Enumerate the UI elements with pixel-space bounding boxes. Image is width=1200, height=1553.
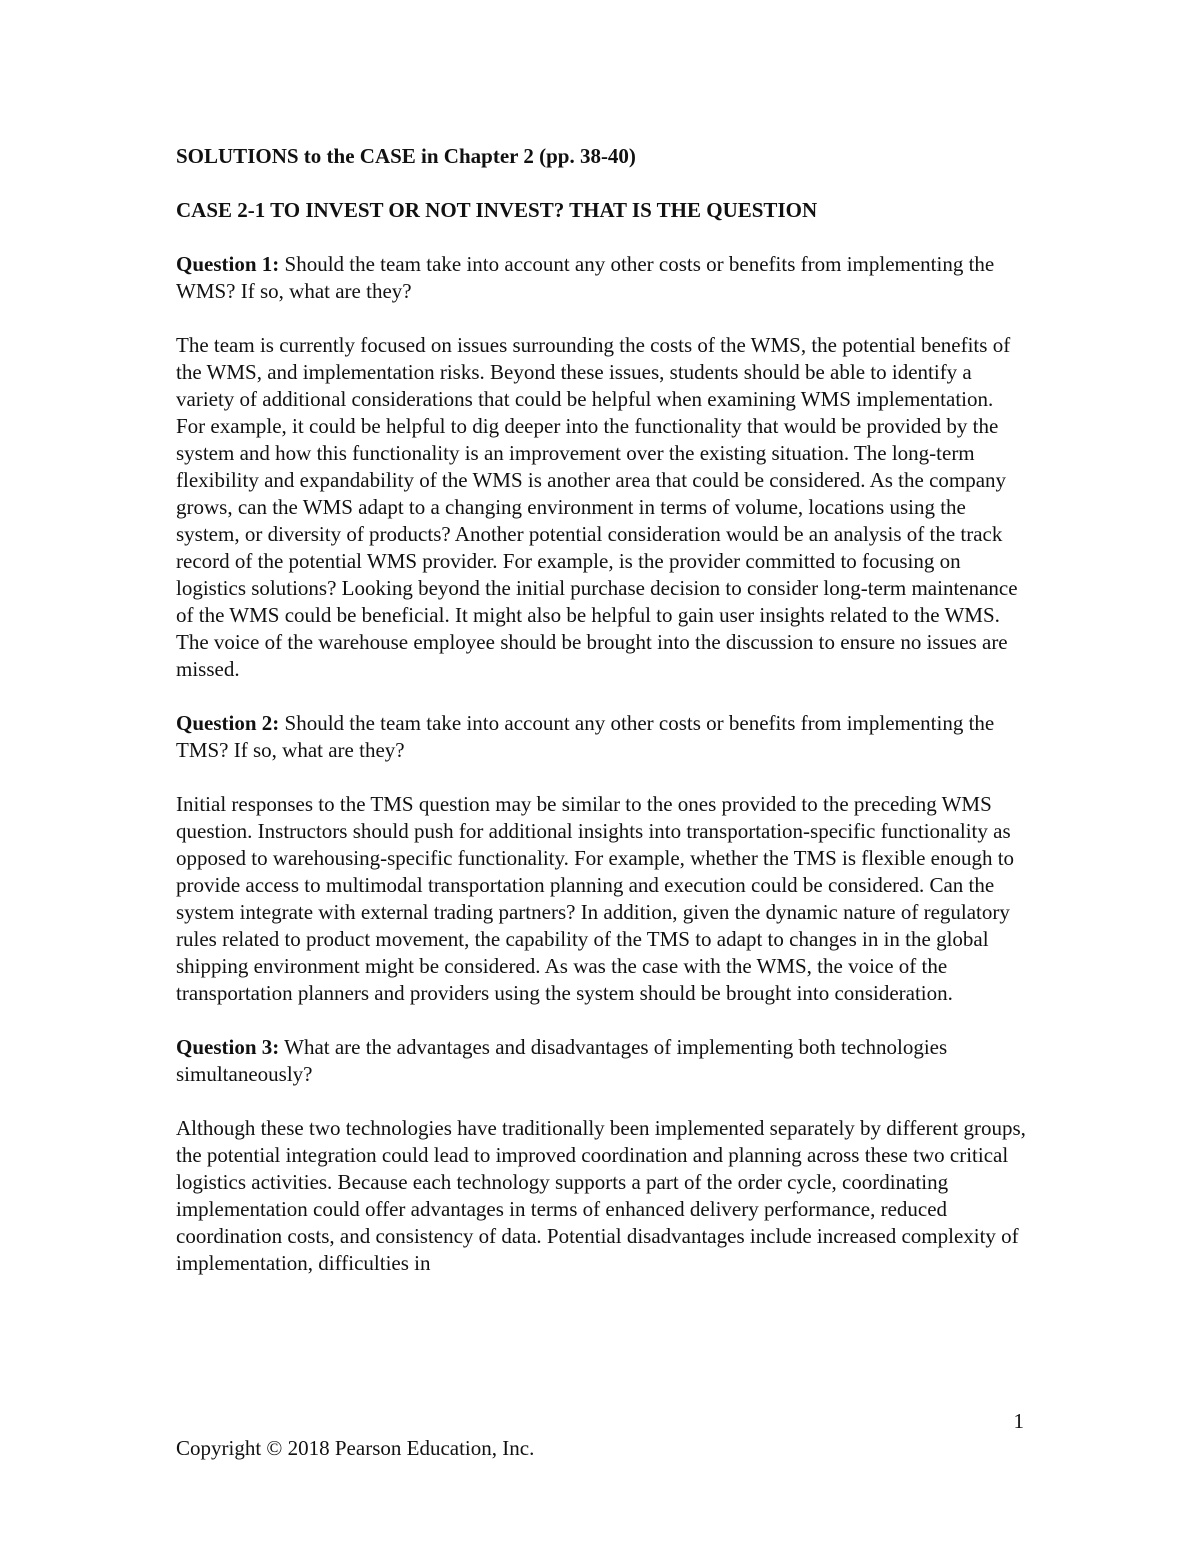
- document-title: SOLUTIONS to the CASE in Chapter 2 (pp. 38-40): [176, 144, 636, 168]
- question-1: [176, 251, 1026, 305]
- page-number: 1: [1013, 1409, 1024, 1433]
- copyright-footer: Copyright © 2018 Pearson Education, Inc.: [176, 1436, 535, 1460]
- answer-3: Although these two technologies have traditionally been implemented separately by different groups, the potential integration could lead to improved coordination and planning across these two critical logistics activities. Because each technology supports a part of the order cycle, coordinating implementation could offer advantages in terms of enhanced delivery performance, reduced coordination costs, and consistency of data. Potential disadvantages include increased complexity of implementation, difficulties in: [176, 1116, 1026, 1275]
- answer-1: The team is currently focused on issues surrounding the costs of the WMS, the potential benefits of the WMS, and implementation risks. Beyond these issues, students should be able to identify a variety of additional considerations that could be helpful when examining WMS implementation. For example, it could be helpful to dig deeper into the functionality that would be provided by the system and how this functionality is an improvement over the existing situation. The long-term flexibility and expandability of the WMS is another area that could be considered. As the company grows, can the WMS adapt to a changing environment in terms of volume, locations using the system, or diversity of products? Another potential consideration would be an analysis of the track record of the potential WMS provider. For example, is the provider committed to focusing on logistics solutions? Looking beyond the initial purchase decision to consider long-term maintenance of the WMS could be beneficial. It might also be helpful to gain user insights related to the WMS. The voice of the warehouse employee should be brought into the discussion to ensure no issues are missed.: [176, 333, 1018, 681]
- document-body: [176, 143, 1026, 1304]
- question-1-label: Question 1:: [176, 252, 280, 276]
- question-2-label: Question 2:: [176, 711, 280, 735]
- case-title: CASE 2-1 TO INVEST OR NOT INVEST? THAT IS THE QUESTION: [176, 198, 818, 222]
- question-1-text: Should the team take into account any other costs or benefits from implementing the WMS? If so, what are they?: [176, 252, 995, 303]
- question-3: [176, 1034, 1026, 1088]
- question-3-text: What are the advantages and disadvantages of implementing both technologies simultaneously?: [176, 1035, 948, 1086]
- question-2-text: Should the team take into account any other costs or benefits from implementing the TMS? If so, what are they?: [176, 711, 995, 762]
- answer-2: Initial responses to the TMS question may be similar to the ones provided to the preceding WMS question. Instructors should push for additional insights into transportation-specific functionality as opposed to warehousing-specific functionality. For example, whether the TMS is flexible enough to provide access to multimodal transportation planning and execution could be considered. Can the system integrate with external trading partners? In addition, given the dynamic nature of regulatory rules related to product movement, the capability of the TMS to adapt to changes in in the global shipping environment might be considered. As was the case with the WMS, the voice of the transportation planners and providers using the system should be brought into consideration.: [176, 792, 1015, 1005]
- question-3-label: Question 3:: [176, 1035, 280, 1059]
- question-2: [176, 710, 1026, 764]
